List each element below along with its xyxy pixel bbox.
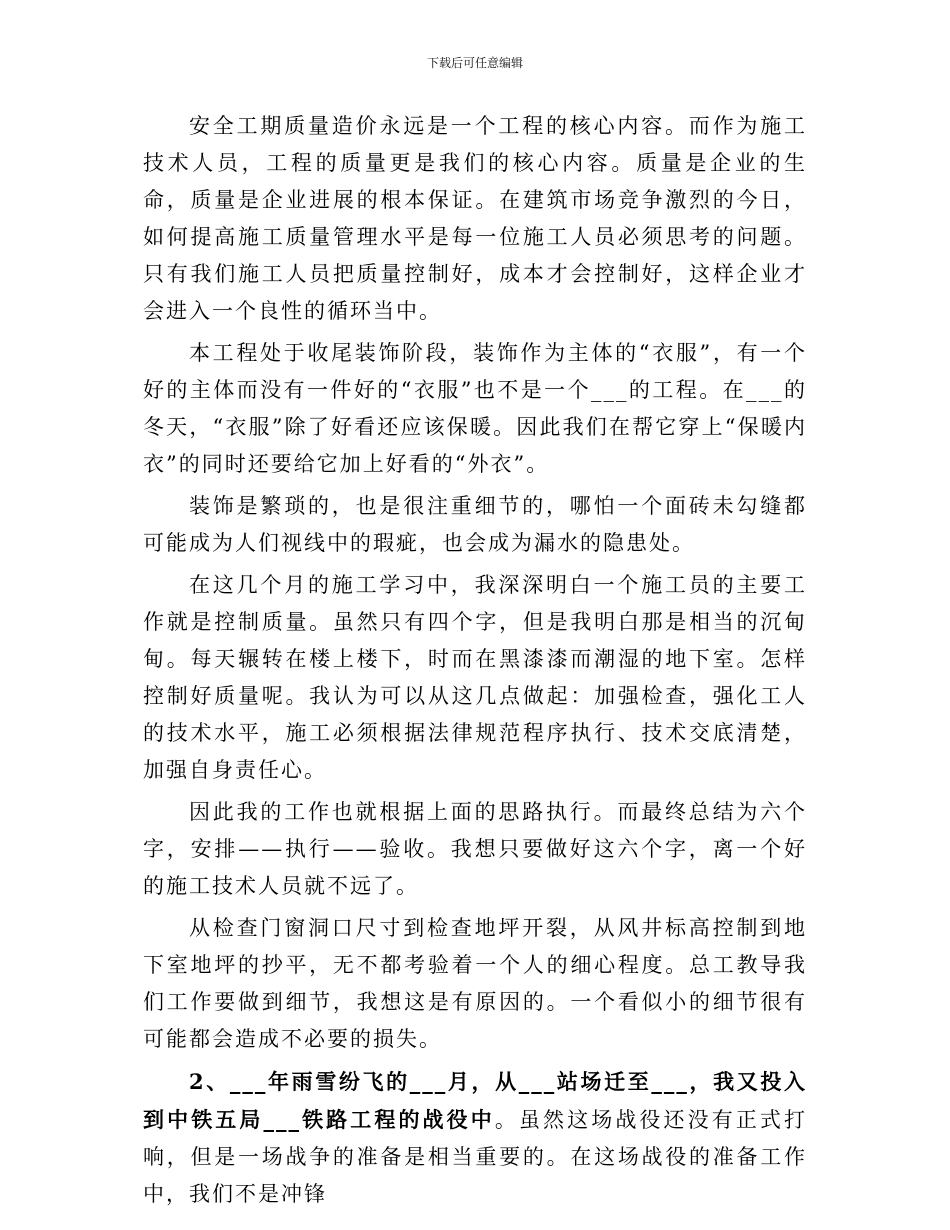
paragraph-3: 装饰是繁琐的，也是很注重细节的，哪怕一个面砖未勾缝都可能成为人们视线中的瑕疵，也会成为漏水的隐患处。 [143,494,807,555]
paragraph-6: 从检查门窗洞口尺寸到检查地坪开裂，从风井标高控制到地下室地坪的抄平，无不都考验着一个人的细心程度。总工教导我们工作要做到细节，我想这是有原因的。一个看似小的细节很有可能都会造成不必要的损失。 [143,916,807,1051]
paragraph-2: 本工程处于收尾装饰阶段，装饰作为主体的“衣服”，有一个好的主体而没有一件好的“衣服”也不是一个___的工程。在___的冬天，“衣服”除了好看还应该保暖。因此我们在帮它穿上“保暖内衣”的同时还要给它加上好看的“外衣”。 [143,341,807,476]
document-body [143,108,807,1218]
paragraph-4: 在这几个月的施工学习中，我深深明白一个施工员的主要工作就是控制质量。虽然只有四个字，但是我明白那是相当的沉甸甸。每天辗转在楼上楼下，时而在黑漆漆而潮湿的地下室。怎样控制好质量呢。我认为可以从这几点做起：加强检查，强化工人的技术水平，施工必须根据法律规范程序执行、技术交底清楚，加强自身责任心。 [143,573,807,782]
paragraph-1: 安全工期质量造价永远是一个工程的核心内容。而作为施工技术人员，工程的质量更是我们的核心内容。质量是企业的生命，质量是企业进展的根本保证。在建筑市场竞争激烈的今日，如何提高施工质量管理水平是每一位施工人员必须思考的问题。只有我们施工人员把质量控制好，成本才会控制好，这样企业才会进入一个良性的循环当中。 [143,114,807,323]
section-2-lead: 2、___年雨雪纷飞的___月，从___站场迁至___，我又投入到中铁五局___铁路工程的战役中 [143,1069,807,1132]
paragraph-5: 因此我的工作也就根据上面的思路执行。而最终总结为六个字，安排——执行——验收。我想只要做好这六个字，离一个好的施工技术人员就不远了。 [143,800,807,898]
page-header: 下载后可任意编辑 [426,56,523,70]
section-2-paragraph [143,1063,807,1213]
section-2-text: 。虽然这场战役还没有正式打响，但是一场战争的准备是相当重要的。在这场战役的准备工作中，我们不是冲锋 [143,1108,808,1206]
